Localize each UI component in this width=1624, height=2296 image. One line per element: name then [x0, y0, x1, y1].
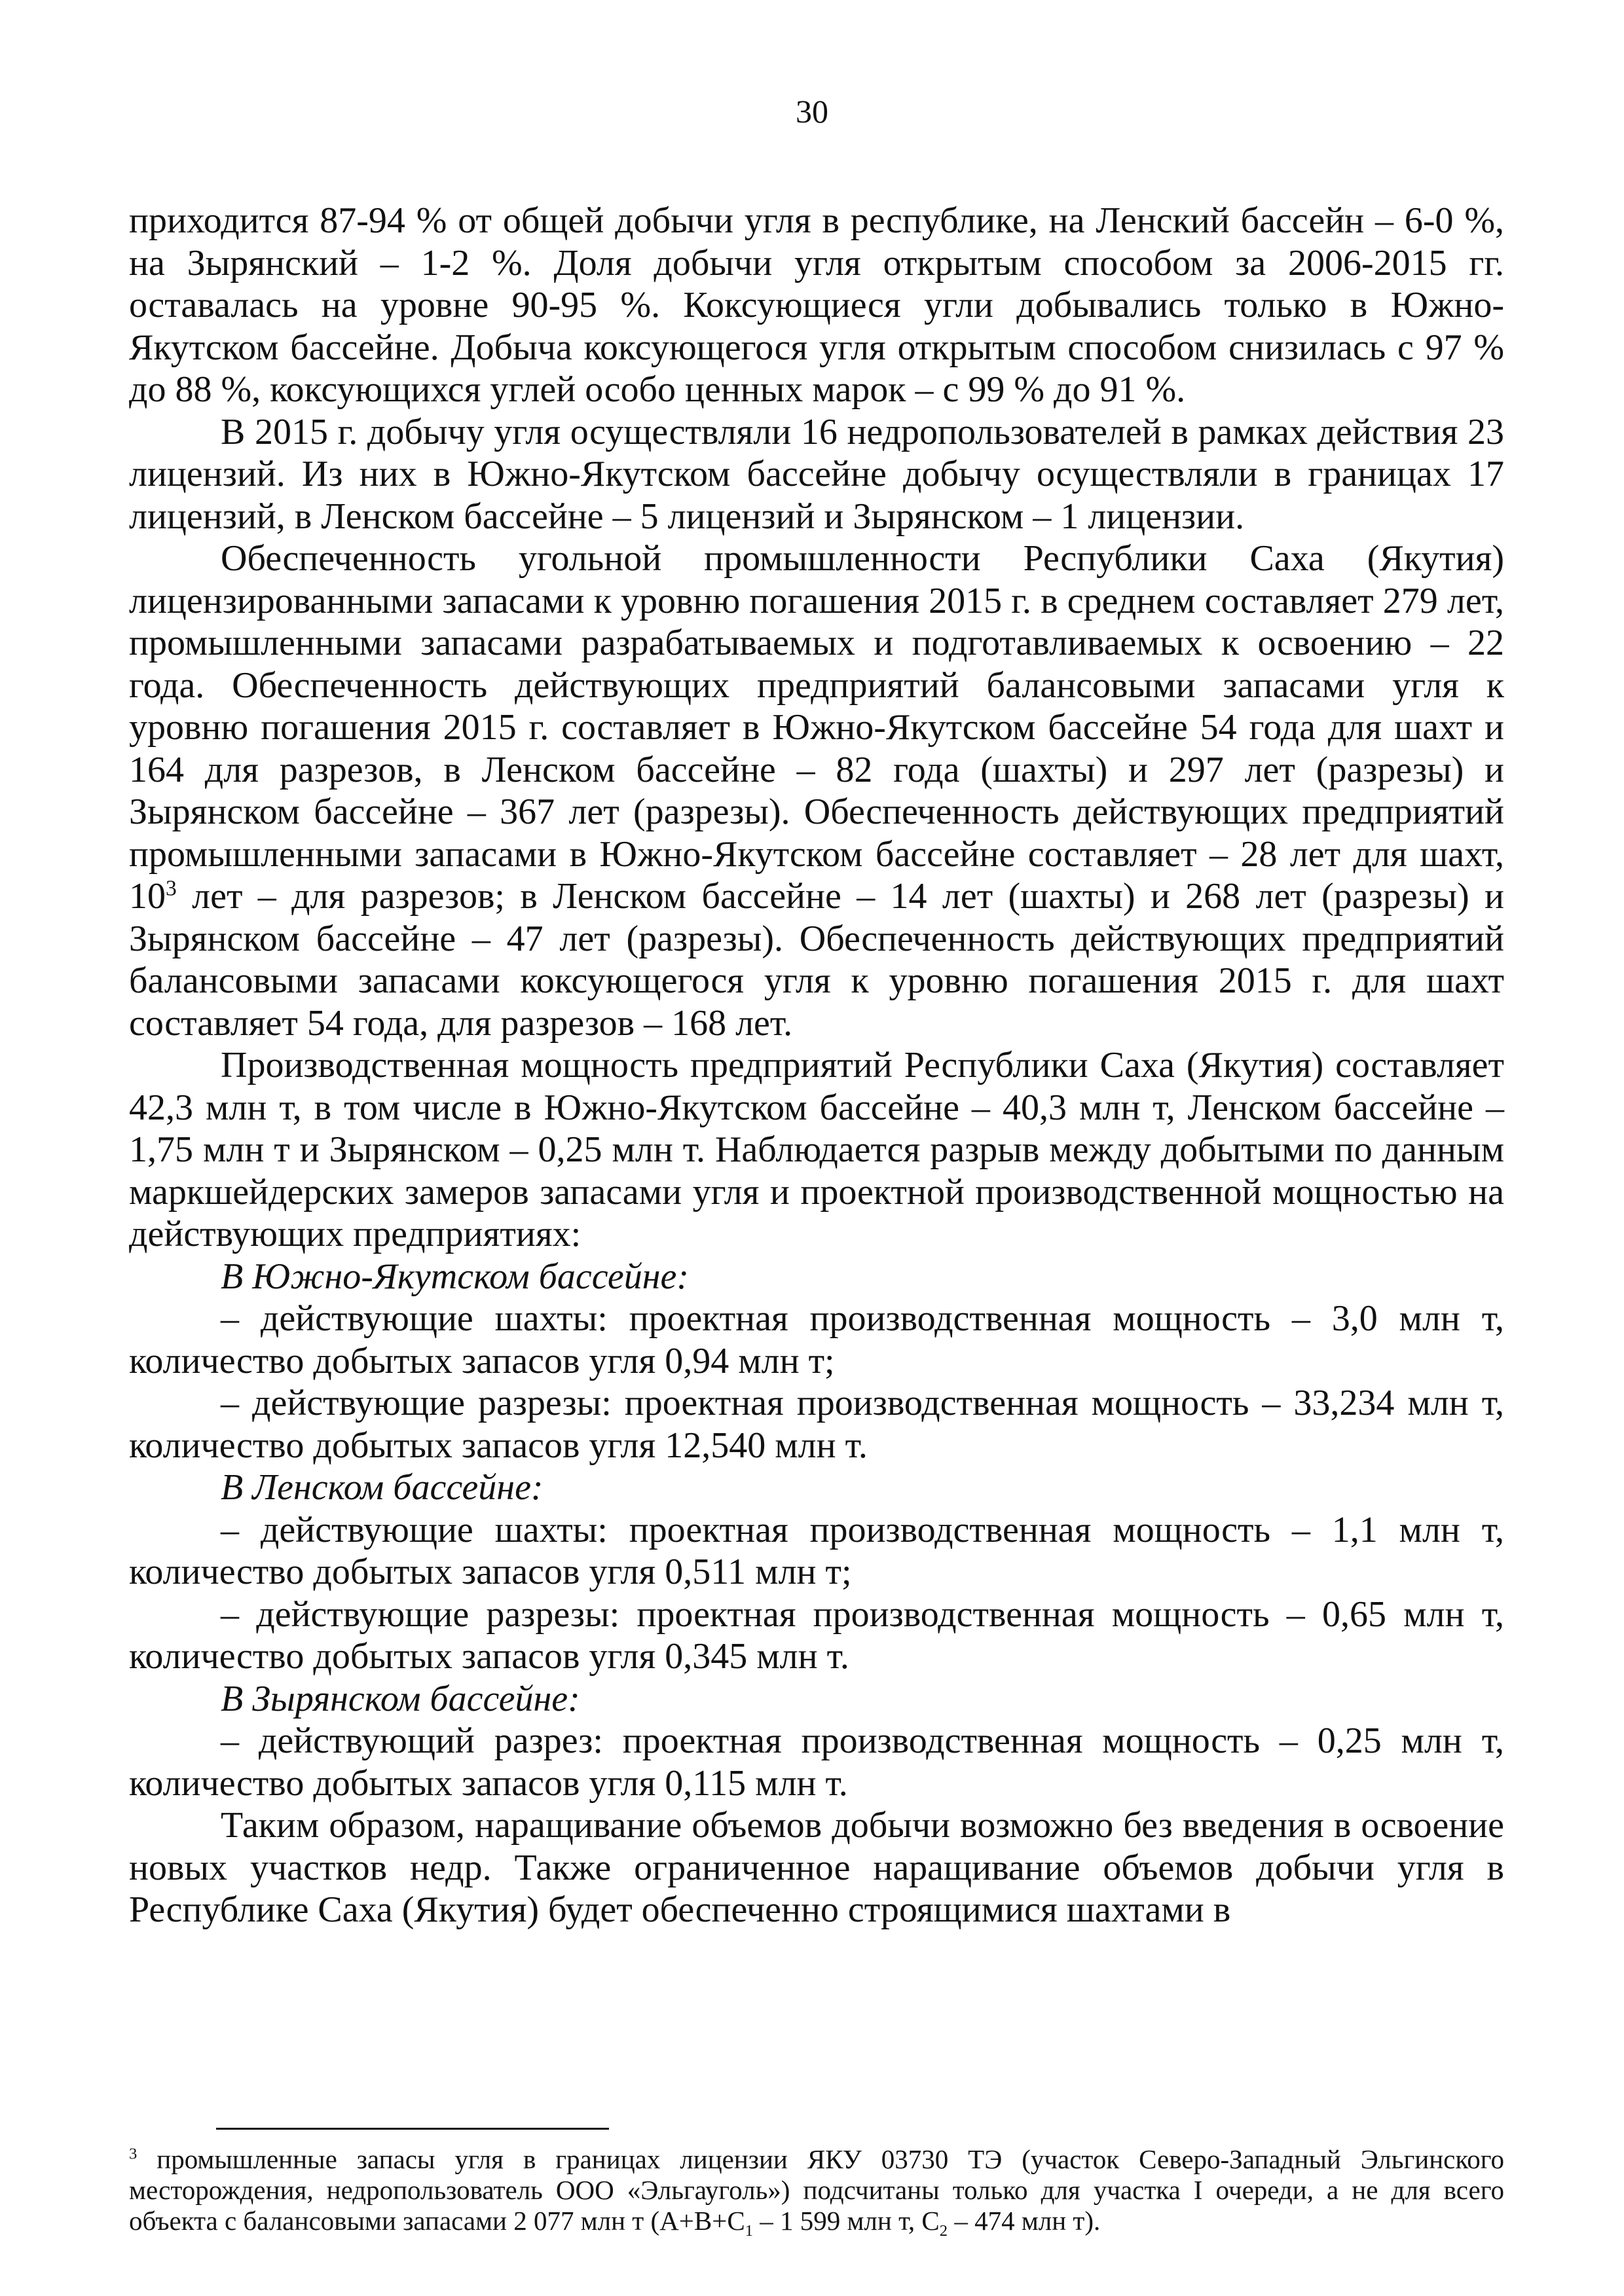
footnote-subscript-1: 1 — [745, 2222, 753, 2240]
paragraph-conclusion: Таким образом, наращивание объемов добычи возможно без введения в освоение новых участков недр. Также ограниченное наращивание объемов добычи угля в Республике Саха (Якутия) будет обеспеченно строящимися шахтами в — [129, 1805, 1504, 1930]
paragraph-coal-share: приходится 87-94 % от общей добычи угля в республике, на Ленский бассейн – 6-0 %, на Зырянский – 1-2 %. Доля добычи угля открытым способом за 2006-2015 гг. оставалась на уровне 90-95 %. Коксующиеся угли добывались только в Южно-Якутском бассейне. Добыча коксующегося угля открытым способом снизилась с 97 % до 88 %, коксующихся углей особо ценных марок – с 99 % до 91 %. — [129, 200, 1504, 410]
footnote-text-c: – 474 млн т). — [948, 2206, 1101, 2236]
item-zyryansk-open-pit: – действующий разрез: проектная производственная мощность – 0,25 млн т, количество добытых запасов угля 0,115 млн т. — [129, 1721, 1504, 1804]
heading-zyryansk-basin: В Зырянском бассейне: — [221, 1678, 580, 1719]
paragraph-reserves-provision — [129, 538, 1504, 1044]
reserves-text-part-2: лет – для разрезов; в Ленском бассейне – 14 лет (шахты) и 268 лет (разрезы) и Зырянском бассейне – 47 лет (разрезы). Обеспеченность действующих предприятий балансовыми запасами коксующегося угля к уровню погашения 2015 г. для шахт составляет 54 года, для разрезов – 168 лет. — [129, 876, 1504, 1044]
footnote-subscript-2: 2 — [939, 2222, 948, 2240]
footnote-marker: 3 — [129, 2145, 138, 2163]
footnote — [129, 2144, 1504, 2240]
footnote-text-a: промышленные запасы угля в границах лицензии ЯКУ 03730 ТЭ (участок Северо-Западный Эльгинского месторождения, недропользователь ООО «Эльгауголь») подсчитаны только для участка I очереди, а не для всего объекта с балансовыми запасами 2 077 млн т (А+В+С — [129, 2144, 1504, 2236]
paragraph-subsoil-users: В 2015 г. добычу угля осуществляли 16 недропользователей в рамках действия 23 лицензий. Из них в Южно-Якутском бассейне добычу осуществляли в границах 17 лицензий, в Ленском бассейне – 5 лицензий и Зырянском – 1 лицензии. — [129, 411, 1504, 537]
paragraph-production-capacity: Производственная мощность предприятий Республики Саха (Якутия) составляет 42,3 млн т, в том числе в Южно-Якутском бассейне – 40,3 млн т, Ленском бассейне – 1,75 млн т и Зырянском – 0,25 млн т. Наблюдается разрыв между добытыми по данным маркшейдерских замеров запасами угля и проектной производственной мощностью на действующих предприятиях: — [129, 1045, 1504, 1254]
heading-south-yakutsk-basin: В Южно-Якутском бассейне: — [221, 1256, 690, 1297]
item-south-open-pits: – действующие разрезы: проектная производственная мощность – 33,234 млн т, количество добытых запасов угля 12,540 млн т. — [129, 1383, 1504, 1466]
item-lena-mines: – действующие шахты: проектная производственная мощность – 1,1 млн т, количество добытых запасов угля 0,511 млн т; — [129, 1509, 1504, 1592]
item-lena-open-pits: – действующие разрезы: проектная производственная мощность – 0,65 млн т, количество добытых запасов угля 0,345 млн т. — [129, 1594, 1504, 1677]
body-text — [129, 200, 1504, 1931]
footnote-reference: 3 — [166, 876, 177, 901]
page-number: 30 — [796, 93, 828, 130]
footnote-text-b: – 1 599 млн т, С — [752, 2206, 940, 2236]
reserves-text-part-1: Обеспеченность угольной промышленности Республики Саха (Якутия) лицензированными запасами к уровню погашения 2015 г. в среднем составляет 279 лет, промышленными запасами разрабатываемых и подготавливаемых к освоению – 22 года. Обеспеченность действующих предприятий балансовыми запасами угля к уровню погашения 2015 г. составляет в Южно-Якутском бассейне 54 года для шахт и 164 для разрезов, в Ленском бассейне – 82 года (шахты) и 297 лет (разрезы) и Зырянском бассейне – 367 лет (разрезы). Обеспеченность действующих предприятий промышленными запасами в Южно-Якутском бассейне составляет – 28 лет для шахт, 10 — [129, 538, 1504, 917]
footnote-divider — [216, 2128, 609, 2130]
heading-lena-basin: В Ленском бассейне: — [221, 1467, 544, 1508]
item-south-mines: – действующие шахты: проектная производственная мощность – 3,0 млн т, количество добытых запасов угля 0,94 млн т; — [129, 1298, 1504, 1381]
